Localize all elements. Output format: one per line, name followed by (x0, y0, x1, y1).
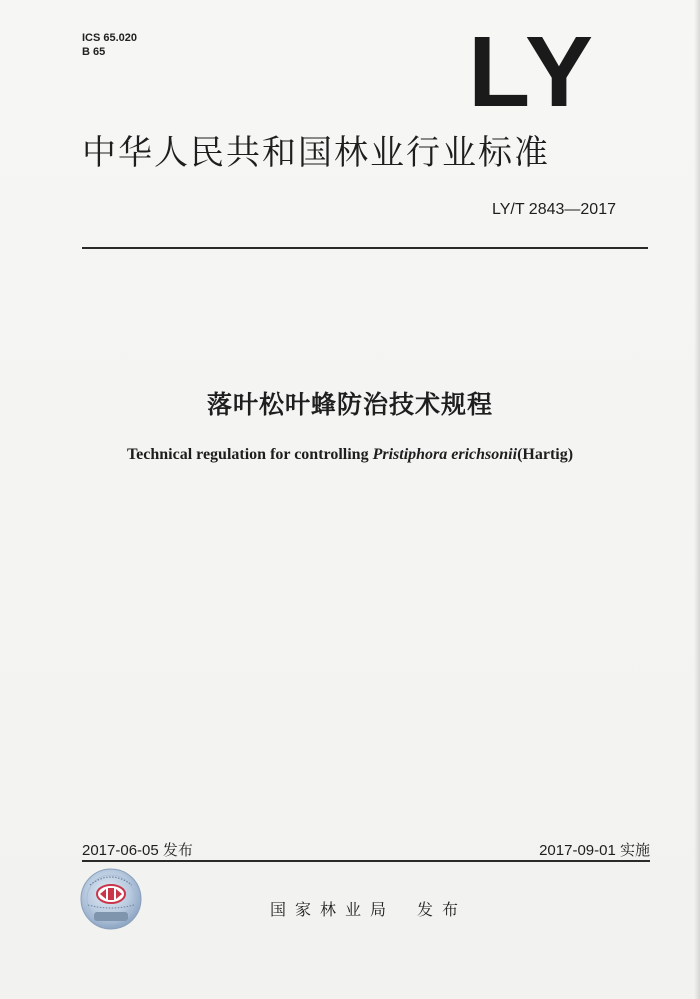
issue-date: 2017-06-05 (82, 842, 159, 859)
issue-label: 发布 (162, 842, 193, 859)
ics-code: ICS 65.020 (82, 32, 138, 44)
anti-counterfeit-seal-icon (76, 867, 146, 933)
category-code: B 65 (82, 46, 106, 58)
document-title-zh: 落叶松叶蜂防治技术规程 (206, 390, 493, 419)
standard-number: LY/T 2843—2017 (492, 201, 616, 218)
implement-date-line (539, 839, 650, 860)
implement-label: 实施 (619, 842, 650, 859)
ly-logo: LY (468, 16, 598, 128)
classification-codes (82, 31, 137, 59)
standard-title: 中华人民共和国林业行业标准 (82, 133, 550, 173)
publisher-name: 国家林业局 (270, 900, 396, 919)
title-en-species: Pristiphora erichsonii (372, 446, 518, 463)
publisher-line (270, 897, 467, 920)
page-edge-shadow (694, 0, 700, 999)
document-title-en (0, 446, 700, 464)
footer-divider (82, 860, 650, 862)
implement-date: 2017-09-01 (539, 842, 616, 859)
title-en-prefix: Technical regulation for controlling (126, 446, 373, 463)
title-en-suffix: (Hartig) (517, 446, 574, 463)
publisher-action: 发布 (417, 900, 468, 919)
issue-date-line (82, 839, 193, 860)
header-divider (82, 247, 648, 249)
